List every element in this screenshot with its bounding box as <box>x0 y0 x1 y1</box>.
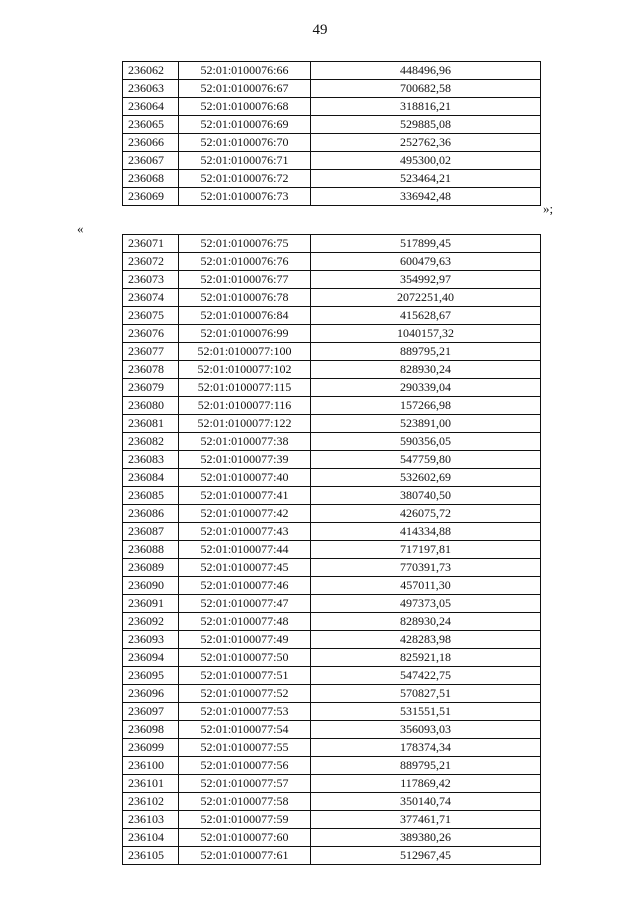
table-row <box>123 613 541 631</box>
table-row <box>123 134 541 152</box>
row-number-cell: 236087 <box>123 523 179 541</box>
row-number-cell: 236064 <box>123 98 179 116</box>
table-row <box>123 188 541 206</box>
cadastral-value-cell: 178374,34 <box>311 739 541 757</box>
cadastral-value-cell: 495300,02 <box>311 152 541 170</box>
table-row <box>123 451 541 469</box>
page-number: 49 <box>312 22 328 38</box>
cadastral-number-cell: 52:01:0100077:41 <box>179 487 311 505</box>
row-number-cell: 236090 <box>123 577 179 595</box>
row-number-cell: 236085 <box>123 487 179 505</box>
cadastral-value-cell: 512967,45 <box>311 847 541 865</box>
cadastral-value-cell: 547759,80 <box>311 451 541 469</box>
cadastral-value-cell: 377461,71 <box>311 811 541 829</box>
cadastral-value-cell: 497373,05 <box>311 595 541 613</box>
cadastral-value-cell: 532602,69 <box>311 469 541 487</box>
cadastral-number-cell: 52:01:0100077:61 <box>179 847 311 865</box>
table-row <box>123 487 541 505</box>
cadastral-value-cell: 290339,04 <box>311 379 541 397</box>
cadastral-number-cell: 52:01:0100077:57 <box>179 775 311 793</box>
row-number-cell: 236093 <box>123 631 179 649</box>
cadastral-value-cell: 828930,24 <box>311 613 541 631</box>
table-row <box>123 595 541 613</box>
table-row <box>123 80 541 98</box>
row-number-cell: 236102 <box>123 793 179 811</box>
cadastral-value-cell: 889795,21 <box>311 343 541 361</box>
cadastral-value-cell: 517899,45 <box>311 235 541 253</box>
table-row <box>123 739 541 757</box>
row-number-cell: 236078 <box>123 361 179 379</box>
table-row <box>123 757 541 775</box>
cadastral-number-cell: 52:01:0100076:68 <box>179 98 311 116</box>
cadastral-number-cell: 52:01:0100076:71 <box>179 152 311 170</box>
cadastral-value-cell: 457011,30 <box>311 577 541 595</box>
table-body <box>123 62 541 206</box>
cadastral-number-cell: 52:01:0100077:40 <box>179 469 311 487</box>
cadastral-number-cell: 52:01:0100077:42 <box>179 505 311 523</box>
row-number-cell: 236068 <box>123 170 179 188</box>
cadastral-value-cell: 414334,88 <box>311 523 541 541</box>
cadastral-value-cell: 415628,67 <box>311 307 541 325</box>
cadastral-table-top <box>122 61 541 206</box>
row-number-cell: 236104 <box>123 829 179 847</box>
table-row <box>123 811 541 829</box>
cadastral-number-cell: 52:01:0100076:73 <box>179 188 311 206</box>
cadastral-number-cell: 52:01:0100076:75 <box>179 235 311 253</box>
cadastral-value-cell: 590356,05 <box>311 433 541 451</box>
cadastral-number-cell: 52:01:0100077:116 <box>179 397 311 415</box>
cadastral-number-cell: 52:01:0100076:76 <box>179 253 311 271</box>
row-number-cell: 236091 <box>123 595 179 613</box>
row-number-cell: 236069 <box>123 188 179 206</box>
cadastral-value-cell: 600479,63 <box>311 253 541 271</box>
table-row <box>123 343 541 361</box>
table-row <box>123 152 541 170</box>
row-number-cell: 236096 <box>123 685 179 703</box>
cadastral-number-cell: 52:01:0100076:67 <box>179 80 311 98</box>
cadastral-value-cell: 336942,48 <box>311 188 541 206</box>
table-row <box>123 62 541 80</box>
row-number-cell: 236072 <box>123 253 179 271</box>
table-row <box>123 379 541 397</box>
cadastral-value-cell: 825921,18 <box>311 649 541 667</box>
row-number-cell: 236077 <box>123 343 179 361</box>
cadastral-value-cell: 157266,98 <box>311 397 541 415</box>
table-row <box>123 271 541 289</box>
row-number-cell: 236073 <box>123 271 179 289</box>
row-number-cell: 236098 <box>123 721 179 739</box>
cadastral-value-cell: 547422,75 <box>311 667 541 685</box>
table-row <box>123 170 541 188</box>
cadastral-value-cell: 523891,00 <box>311 415 541 433</box>
row-number-cell: 236094 <box>123 649 179 667</box>
table-row <box>123 685 541 703</box>
cadastral-value-cell: 448496,96 <box>311 62 541 80</box>
cadastral-number-cell: 52:01:0100077:54 <box>179 721 311 739</box>
table-row <box>123 775 541 793</box>
cadastral-number-cell: 52:01:0100076:66 <box>179 62 311 80</box>
table-row <box>123 829 541 847</box>
table-row <box>123 703 541 721</box>
table-row <box>123 631 541 649</box>
cadastral-value-cell: 570827,51 <box>311 685 541 703</box>
table-row <box>123 415 541 433</box>
cadastral-value-cell: 117869,42 <box>311 775 541 793</box>
row-number-cell: 236082 <box>123 433 179 451</box>
row-number-cell: 236071 <box>123 235 179 253</box>
cadastral-number-cell: 52:01:0100077:59 <box>179 811 311 829</box>
row-number-cell: 236097 <box>123 703 179 721</box>
table-row <box>123 721 541 739</box>
cadastral-value-cell: 889795,21 <box>311 757 541 775</box>
cadastral-number-cell: 52:01:0100077:48 <box>179 613 311 631</box>
cadastral-number-cell: 52:01:0100077:115 <box>179 379 311 397</box>
table-row <box>123 325 541 343</box>
table-row <box>123 116 541 134</box>
cadastral-value-cell: 354992,97 <box>311 271 541 289</box>
cadastral-number-cell: 52:01:0100077:49 <box>179 631 311 649</box>
row-number-cell: 236076 <box>123 325 179 343</box>
row-number-cell: 236101 <box>123 775 179 793</box>
cadastral-value-cell: 717197,81 <box>311 541 541 559</box>
table-row <box>123 307 541 325</box>
cadastral-number-cell: 52:01:0100077:122 <box>179 415 311 433</box>
row-number-cell: 236084 <box>123 469 179 487</box>
cadastral-number-cell: 52:01:0100077:51 <box>179 667 311 685</box>
closing-quote-mark: »; <box>543 201 554 216</box>
cadastral-number-cell: 52:01:0100077:47 <box>179 595 311 613</box>
row-number-cell: 236083 <box>123 451 179 469</box>
row-number-cell: 236081 <box>123 415 179 433</box>
row-number-cell: 236063 <box>123 80 179 98</box>
cadastral-number-cell: 52:01:0100077:46 <box>179 577 311 595</box>
cadastral-value-cell: 770391,73 <box>311 559 541 577</box>
cadastral-value-cell: 380740,50 <box>311 487 541 505</box>
table-row <box>123 559 541 577</box>
row-number-cell: 236062 <box>123 62 179 80</box>
table-row <box>123 469 541 487</box>
cadastral-number-cell: 52:01:0100077:39 <box>179 451 311 469</box>
opening-quote-mark: « <box>77 221 84 236</box>
cadastral-value-cell: 700682,58 <box>311 80 541 98</box>
row-number-cell: 236095 <box>123 667 179 685</box>
table-row <box>123 649 541 667</box>
cadastral-value-cell: 529885,08 <box>311 116 541 134</box>
table-row <box>123 289 541 307</box>
cadastral-number-cell: 52:01:0100077:53 <box>179 703 311 721</box>
cadastral-number-cell: 52:01:0100077:44 <box>179 541 311 559</box>
cadastral-table-bottom <box>122 234 541 865</box>
row-number-cell: 236092 <box>123 613 179 631</box>
row-number-cell: 236065 <box>123 116 179 134</box>
cadastral-number-cell: 52:01:0100077:56 <box>179 757 311 775</box>
table-row <box>123 577 541 595</box>
row-number-cell: 236074 <box>123 289 179 307</box>
cadastral-value-cell: 2072251,40 <box>311 289 541 307</box>
cadastral-value-cell: 531551,51 <box>311 703 541 721</box>
cadastral-value-cell: 389380,26 <box>311 829 541 847</box>
table-row <box>123 361 541 379</box>
cadastral-number-cell: 52:01:0100077:38 <box>179 433 311 451</box>
row-number-cell: 236088 <box>123 541 179 559</box>
cadastral-value-cell: 428283,98 <box>311 631 541 649</box>
cadastral-number-cell: 52:01:0100077:43 <box>179 523 311 541</box>
table-row <box>123 235 541 253</box>
cadastral-number-cell: 52:01:0100077:45 <box>179 559 311 577</box>
table-row <box>123 523 541 541</box>
row-number-cell: 236089 <box>123 559 179 577</box>
cadastral-number-cell: 52:01:0100077:58 <box>179 793 311 811</box>
row-number-cell: 236105 <box>123 847 179 865</box>
table-body <box>123 235 541 865</box>
cadastral-number-cell: 52:01:0100077:50 <box>179 649 311 667</box>
cadastral-number-cell: 52:01:0100076:72 <box>179 170 311 188</box>
cadastral-number-cell: 52:01:0100077:100 <box>179 343 311 361</box>
table-row <box>123 98 541 116</box>
cadastral-value-cell: 356093,03 <box>311 721 541 739</box>
cadastral-number-cell: 52:01:0100076:77 <box>179 271 311 289</box>
table-row <box>123 793 541 811</box>
row-number-cell: 236075 <box>123 307 179 325</box>
row-number-cell: 236067 <box>123 152 179 170</box>
cadastral-number-cell: 52:01:0100076:69 <box>179 116 311 134</box>
table-row <box>123 505 541 523</box>
table-row <box>123 667 541 685</box>
cadastral-value-cell: 1040157,32 <box>311 325 541 343</box>
cadastral-number-cell: 52:01:0100076:78 <box>179 289 311 307</box>
row-number-cell: 236086 <box>123 505 179 523</box>
cadastral-value-cell: 426075,72 <box>311 505 541 523</box>
cadastral-number-cell: 52:01:0100077:60 <box>179 829 311 847</box>
row-number-cell: 236103 <box>123 811 179 829</box>
cadastral-value-cell: 350140,74 <box>311 793 541 811</box>
cadastral-value-cell: 318816,21 <box>311 98 541 116</box>
table-row <box>123 397 541 415</box>
table-row <box>123 541 541 559</box>
cadastral-number-cell: 52:01:0100076:84 <box>179 307 311 325</box>
row-number-cell: 236099 <box>123 739 179 757</box>
cadastral-number-cell: 52:01:0100076:70 <box>179 134 311 152</box>
table-row <box>123 847 541 865</box>
row-number-cell: 236066 <box>123 134 179 152</box>
cadastral-number-cell: 52:01:0100077:55 <box>179 739 311 757</box>
row-number-cell: 236080 <box>123 397 179 415</box>
cadastral-number-cell: 52:01:0100076:99 <box>179 325 311 343</box>
table-row <box>123 433 541 451</box>
cadastral-value-cell: 252762,36 <box>311 134 541 152</box>
cadastral-number-cell: 52:01:0100077:52 <box>179 685 311 703</box>
cadastral-value-cell: 828930,24 <box>311 361 541 379</box>
cadastral-value-cell: 523464,21 <box>311 170 541 188</box>
table-row <box>123 253 541 271</box>
row-number-cell: 236100 <box>123 757 179 775</box>
row-number-cell: 236079 <box>123 379 179 397</box>
cadastral-number-cell: 52:01:0100077:102 <box>179 361 311 379</box>
